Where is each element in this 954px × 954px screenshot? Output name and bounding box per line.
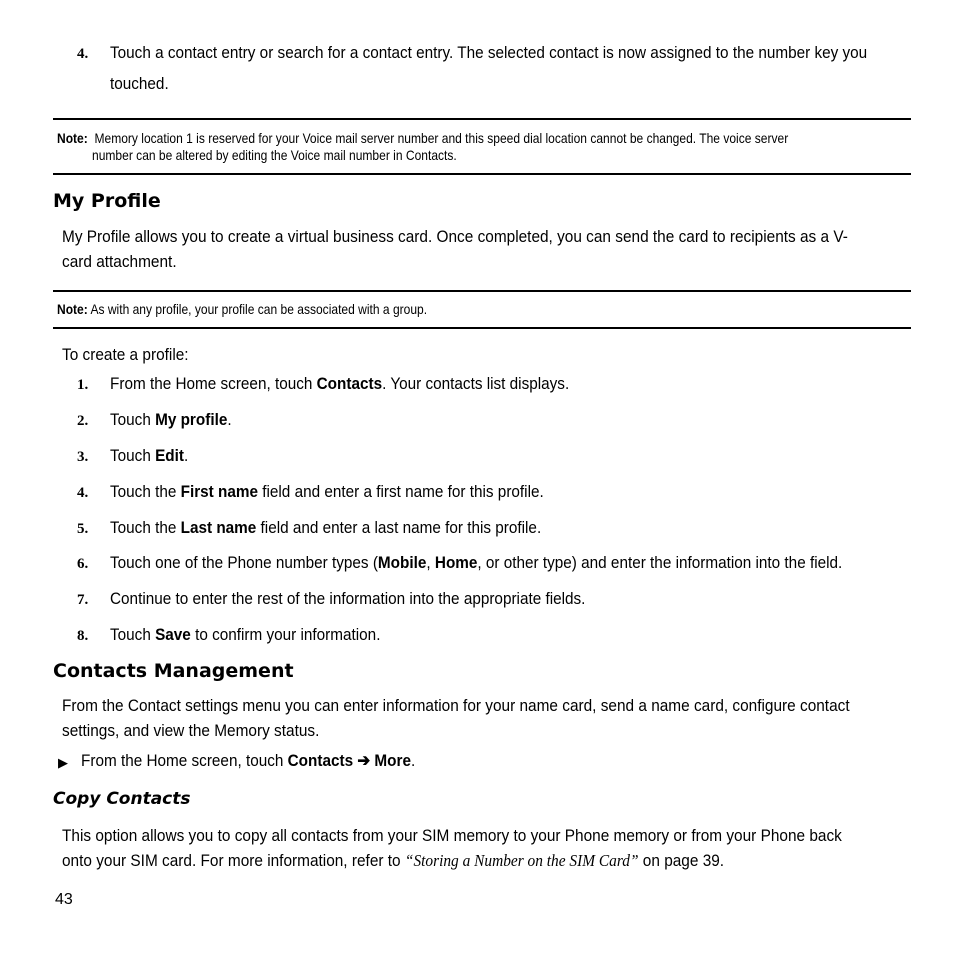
step-text: Touch a contact entry or search for a contact entry. The selected contact is now assigned to the number key you [110, 43, 868, 62]
note-text-continued: number can be altered by editing the Voice mail number in Contacts. [92, 147, 457, 163]
page-number: 43 [55, 891, 73, 908]
subsection-heading-copy-contacts: Copy Contacts [53, 789, 191, 809]
step-number: 6. [77, 556, 89, 572]
right-arrow-icon: ➔ [353, 751, 375, 770]
note-profile-group [57, 301, 427, 318]
bullet-text: From the Home screen, touch Contacts ➔ More. [81, 751, 416, 770]
step-text: Touch the First name field and enter a first name for this profile. [110, 482, 544, 501]
step-text: Continue to enter the rest of the information into the appropriate fields. [110, 589, 586, 608]
step-number: 1. [77, 377, 89, 393]
paragraph-line: From the Contact settings menu you can enter information for your name card, send a name card, configure contact [62, 696, 850, 715]
section-heading-my-profile: My Profile [53, 190, 161, 212]
paragraph-line: My Profile allows you to create a virtual business card. Once completed, you can send the card to recipients as a V- [62, 227, 848, 246]
step-text: Touch the Last name field and enter a last name for this profile. [110, 518, 542, 537]
note-top-rule [53, 290, 911, 292]
step-number: 5. [77, 521, 89, 537]
note-label: Note: [57, 130, 88, 146]
step-text: Touch one of the Phone number types (Mobile, Home, or other type) and enter the information into the field. [110, 553, 843, 572]
my-profile-paragraph [62, 224, 848, 274]
note-bottom-rule [53, 327, 911, 329]
step-text: Touch Edit. [110, 446, 189, 465]
section-heading-contacts-management: Contacts Management [53, 660, 294, 682]
copy-contacts-paragraph [62, 823, 842, 873]
paragraph-line: card attachment. [62, 252, 177, 271]
paragraph-line: settings, and view the Memory status. [62, 721, 320, 740]
note-memory-location [57, 130, 788, 147]
step-text: Touch Save to confirm your information. [110, 625, 381, 644]
create-profile-intro: To create a profile: [62, 345, 189, 364]
step-number: 3. [77, 449, 89, 465]
paragraph-line: onto your SIM card. For more information, refer to “Storing a Number on the SIM Card” on page 39. [62, 851, 725, 870]
note-text: Memory location 1 is reserved for your Voice mail server number and this speed dial location cannot be changed. The voice server [94, 130, 789, 146]
step-number: 4. [77, 485, 89, 501]
step-number: 8. [77, 628, 89, 644]
contacts-management-paragraph [62, 693, 850, 743]
note-label: Note: [57, 301, 88, 317]
paragraph-line: This option allows you to copy all contacts from your SIM memory to your Phone memory or from your Phone back [62, 826, 842, 845]
step-text-continued: touched. [110, 74, 169, 93]
bullet-triangle-icon: ▶ [58, 755, 68, 770]
step-text: Touch My profile. [110, 410, 232, 429]
step-number: 7. [77, 592, 89, 608]
note-bottom-rule [53, 173, 911, 175]
cross-reference: “Storing a Number on the SIM Card” [404, 851, 639, 870]
step-number: 2. [77, 413, 89, 429]
note-text: As with any profile, your profile can be associated with a group. [90, 301, 428, 317]
step-text: From the Home screen, touch Contacts. Your contacts list displays. [110, 374, 570, 393]
step-number: 4. [77, 46, 89, 62]
note-top-rule [53, 118, 911, 120]
